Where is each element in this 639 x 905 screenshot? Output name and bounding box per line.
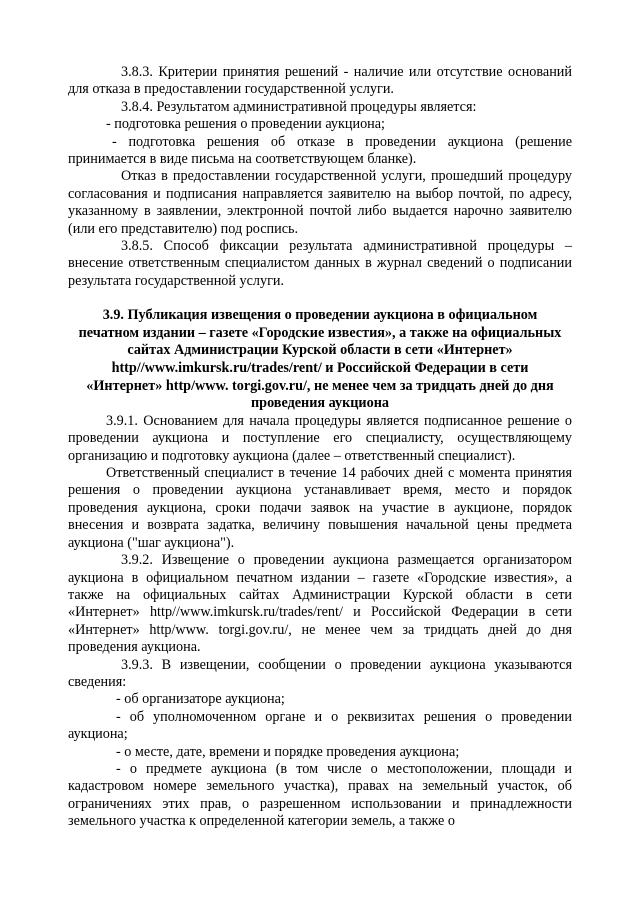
list-item-authorized-body: - об уполномоченном органе и о реквизитах решения о проведении аукциона;	[68, 708, 572, 743]
paragraph-3-9-3: 3.9.3. В извещении, сообщении о проведении аукциона указываются сведения:	[68, 656, 572, 690]
paragraph-3-8-3: 3.8.3. Критерии принятия решений - наличие или отсутствие оснований для отказа в предоставлении государственной услуги.	[68, 64, 572, 98]
paragraph-3-8-4: 3.8.4. Результатом административной процедуры является:	[121, 98, 477, 115]
paragraph-refusal: Отказ в предоставлении государственной услуги, прошедший процедуру согласования и подписания направляется заявителю на выбор почтой, по адресу, указанному в заявлении, электронной почтой либо выдается нарочно заявителю (или его представителю) под роспись.	[68, 168, 572, 237]
list-item-place-date: - о месте, дате, времени и порядке проведения аукциона;	[116, 743, 460, 760]
paragraph-3-9-2: 3.9.2. Извещение о проведении аукциона размещается организатором аукциона в официальном печатном издании – газете «Городские известия», а также на официальных сайтах Администрации Курской области в сети «Интернет» http//www.imkursk.ru/trades/rent/ и Российской Федерации в сети «Интернет» http/www. torgi.gov.ru/, не менее чем за тридцать дней до дня проведения аукциона.	[68, 552, 572, 656]
list-item-refusal-decision: - подготовка решения об отказе в проведении аукциона (решение принимается в виде письма на соответствующем бланке).	[68, 133, 572, 168]
paragraph-responsible-specialist: Ответственный специалист в течение 14 рабочих дней с момента принятия решения о проведении аукциона устанавливает время, место и порядок проведения аукциона, сроки подачи заявок на участие в аукционе, порядок внесения и возврата задатка, величину повышения начальной цены предмета аукциона ("шаг аукциона").	[68, 465, 572, 551]
section-gap	[68, 290, 572, 307]
paragraph-3-9-1: 3.9.1. Основанием для начала процедуры является подписанное решение о проведении аукциона и поступление его специалисту, осуществляющему организацию и подготовку аукциона (далее – ответственный специалист).	[68, 412, 572, 464]
list-item-decision: - подготовка решения о проведении аукциона;	[106, 116, 385, 133]
document-body	[68, 64, 572, 831]
paragraph-3-8-5: 3.8.5. Способ фиксации результата административной процедуры – внесение ответственным специалистом данных в журнал сведений о подписании результата государственной услуги.	[68, 238, 572, 289]
list-item-organizer: - об организаторе аукциона;	[116, 691, 285, 708]
section-heading-3-9: 3.9. Публикация извещения о проведении аукциона в официальном печатном издании – газете «Городские известия», а также на официальных сайтах Администрации Курской области в сети «Интернет» http//www.imkursk.ru/trades/rent/ и Российской Федерации в сети «Интернет» http/www. torgi.gov.ru/, не менее чем за тридцать дней до дня проведения аукциона	[78, 307, 562, 412]
list-item-subject: - о предмете аукциона (в том числе о местоположении, площади и кадастровом номере земельного участка), правах на земельный участок, об ограничениях этих прав, о разрешенном использовании и принадлежности земельного участка к определенной категории земель, а также о	[68, 760, 572, 830]
